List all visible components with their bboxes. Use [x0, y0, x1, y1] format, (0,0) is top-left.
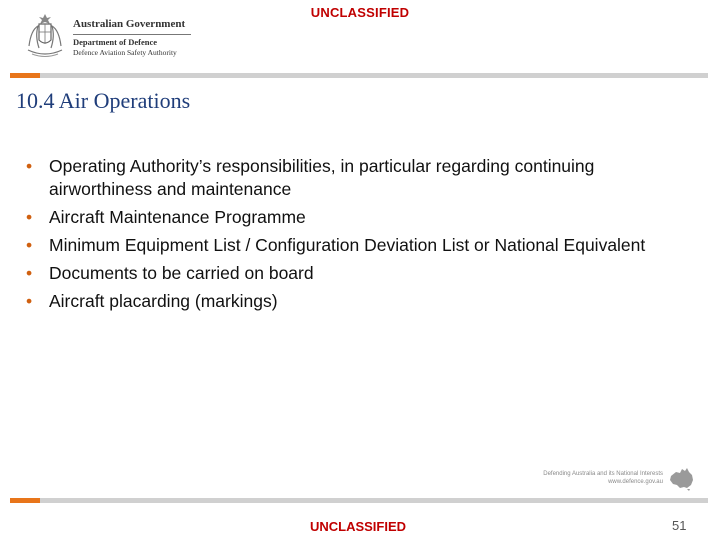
coat-of-arms-icon: [25, 10, 65, 60]
bullet-item: [26, 206, 701, 229]
slide-title: 10.4 Air Operations: [16, 88, 191, 113]
bullet-icon: •: [26, 207, 33, 227]
bullet-item: [26, 234, 701, 257]
logo-australian-government: Australian Government: [73, 18, 186, 30]
bullet-icon: •: [26, 291, 33, 311]
page-number: 51: [672, 518, 687, 533]
bullet-icon: •: [26, 235, 33, 255]
logo-department: Department of Defence: [73, 37, 158, 47]
classification-banner-bottom: UNCLASSIFIED: [309, 519, 407, 534]
bullet-list: [26, 155, 701, 318]
logo-authority: Defence Aviation Safety Authority: [73, 48, 177, 57]
bullet-item: [26, 262, 701, 285]
bullet-icon: •: [26, 263, 33, 283]
bullet-item: [26, 290, 701, 313]
bullet-text: Minimum Equipment List / Configuration Deviation List or National Equivalent: [49, 235, 646, 255]
bullet-item: [26, 155, 701, 201]
australian-government-logo: [25, 10, 200, 62]
logo-divider: [73, 34, 191, 35]
bullet-text: Aircraft placarding (markings): [49, 291, 278, 311]
bullet-text: Aircraft Maintenance Programme: [49, 207, 306, 227]
bullet-text: Operating Authority’s responsibilities, in particular regarding continuing airworthiness and maintenance: [49, 156, 595, 199]
footer-tagline-text: Defending Australia and its National Interests: [543, 471, 663, 477]
footer-tagline: [538, 470, 663, 486]
footer-website: www.defence.gov.au: [608, 479, 663, 485]
classification-banner-top: UNCLASSIFIED: [310, 5, 410, 20]
bullet-text: Documents to be carried on board: [49, 263, 314, 283]
footer-accent: [10, 498, 40, 503]
footer-divider-bar: [10, 498, 708, 503]
header-accent: [10, 73, 40, 78]
header-divider-bar: [10, 73, 708, 78]
bullet-icon: •: [26, 156, 33, 176]
australia-map-icon: [668, 466, 696, 492]
